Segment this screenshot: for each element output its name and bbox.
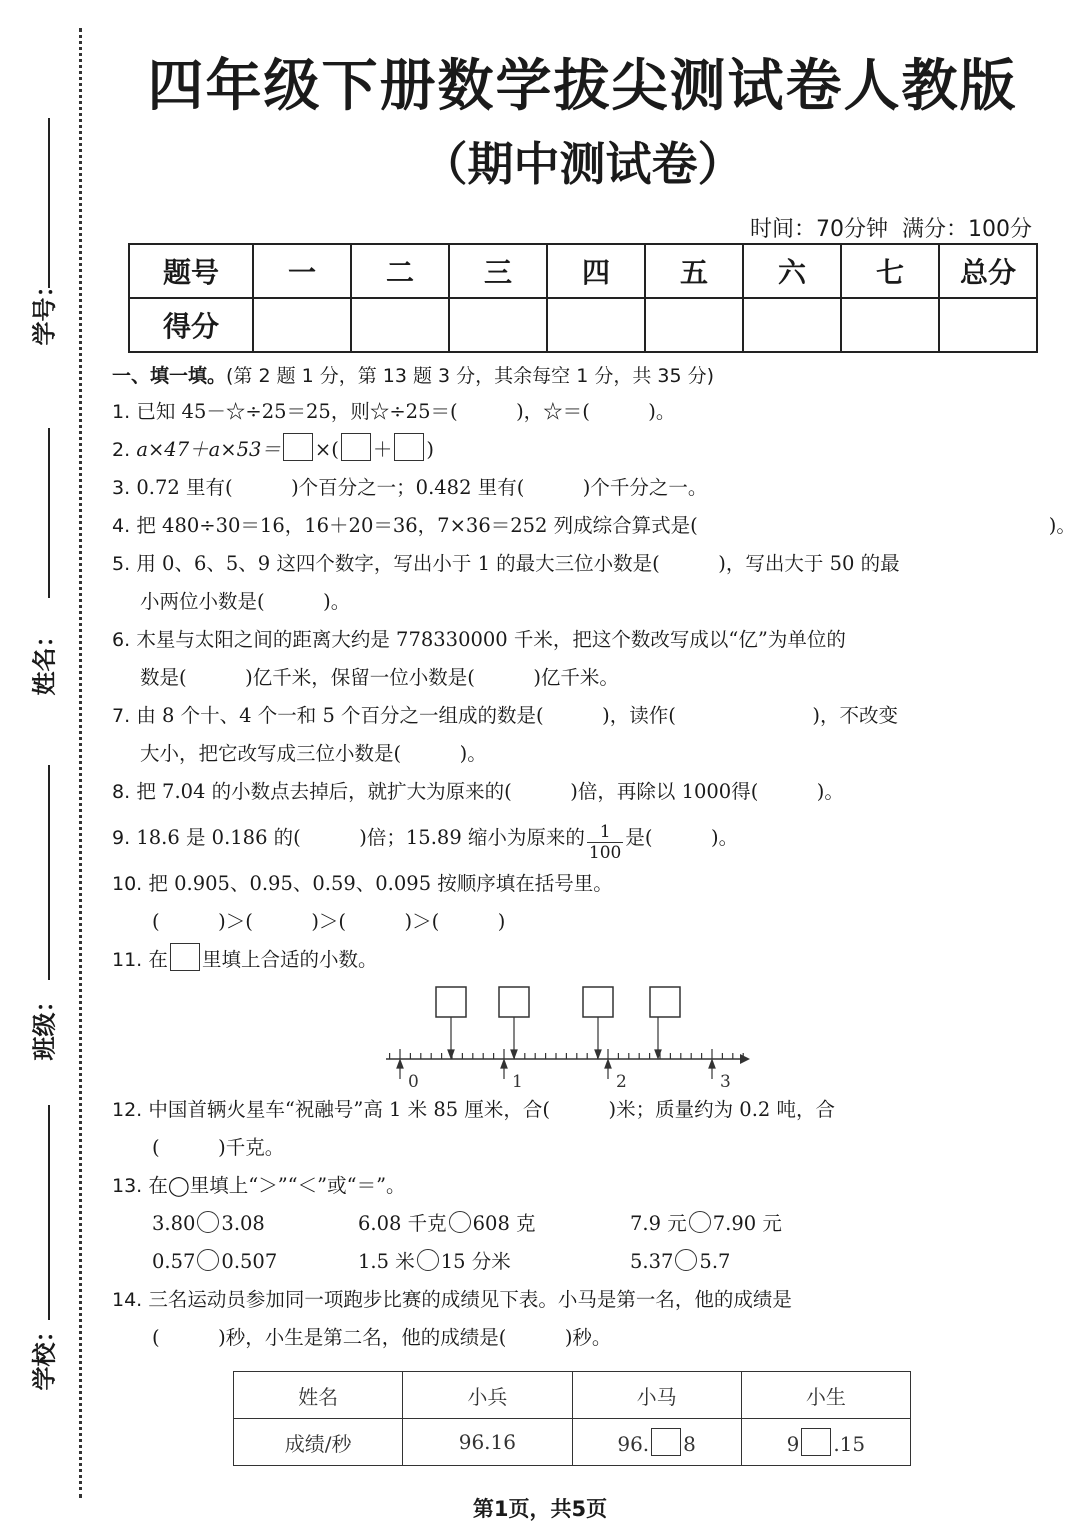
question-text: 用 0、6、5、9 这四个数字，写出小于 1 的最大三位小数是( )，写出大于 50 的最 — [136, 552, 900, 575]
score-row-label: 得分 — [129, 298, 253, 352]
results-value-part: .15 — [833, 1432, 866, 1456]
question-number: 8. — [112, 781, 131, 803]
school-line[interactable] — [48, 1105, 50, 1320]
compare-left: 5.37 — [630, 1250, 674, 1273]
exam-meta — [750, 212, 1032, 243]
question-8 — [112, 773, 1002, 811]
question-number: 11. — [112, 949, 143, 971]
question-text: ) — [426, 438, 434, 461]
question-5-cont: 小两位小数是( )。 — [140, 590, 351, 613]
question-11 — [112, 941, 1002, 979]
tick-label: 2 — [616, 1072, 627, 1091]
compare-right: 0.507 — [221, 1250, 278, 1273]
answer-box[interactable] — [341, 433, 371, 461]
score-input-cell[interactable] — [645, 298, 743, 352]
question-text: 由 8 个十、4 个一和 5 个百分之一组成的数是( )，读作( )，不改变 — [136, 704, 898, 727]
answer-box[interactable] — [651, 1428, 681, 1456]
page-subtitle: （期中测试卷） — [421, 137, 744, 191]
compare-circle[interactable] — [197, 1249, 219, 1271]
results-table — [233, 1371, 911, 1466]
question-14-cont: ( )秒，小生是第二名，他的成绩是( )秒。 — [152, 1326, 612, 1349]
compare-item — [358, 1243, 630, 1281]
compare-item — [630, 1243, 730, 1281]
question-text: 已知 45－☆÷25＝25，则☆÷25＝( )，☆＝( )。 — [136, 400, 676, 423]
tick-label: 0 — [408, 1072, 419, 1091]
score-header-cell: 题号 — [129, 244, 253, 298]
results-header-cell: 小兵 — [403, 1372, 572, 1419]
number-line-answer-box[interactable] — [583, 987, 613, 1017]
question-1 — [112, 393, 1002, 431]
school-label: 学校： — [30, 1318, 59, 1391]
results-header-cell: 小马 — [572, 1372, 741, 1419]
score-input-cell[interactable] — [351, 298, 449, 352]
question-text: a×47＋a×53＝ — [136, 438, 281, 461]
question-text: 把 7.04 的小数点去掉后，就扩大为原来的( )倍，再除以 1000得( )。 — [136, 780, 844, 803]
answer-box[interactable] — [801, 1428, 831, 1456]
pointer-arrow-head — [595, 1050, 601, 1058]
question-number: 5. — [112, 553, 131, 575]
results-row-label: 成绩/秒 — [234, 1419, 403, 1466]
class-line[interactable] — [48, 765, 50, 980]
score-table-header-row — [129, 244, 1037, 298]
answer-box — [170, 943, 200, 971]
compare-circle[interactable] — [417, 1249, 439, 1271]
question-number: 10. — [112, 873, 143, 895]
question-number: 7. — [112, 705, 131, 727]
question-12 — [112, 1091, 1002, 1129]
question-number: 3. — [112, 477, 131, 499]
question-10 — [112, 865, 1002, 903]
question-text: 把 480÷30＝16，16＋20＝36，7×36＝252 列成综合算式是( )。 — [136, 514, 1076, 537]
results-value-part: 8 — [683, 1432, 696, 1456]
score-input-cell[interactable] — [939, 298, 1037, 352]
compare-right: 7.90 元 — [712, 1212, 782, 1235]
compare-circle[interactable] — [675, 1249, 697, 1271]
compare-right: 5.7 — [699, 1250, 731, 1273]
compare-left: 0.57 — [152, 1250, 196, 1273]
compare-right: 608 克 — [472, 1212, 536, 1235]
number-line-answer-box[interactable] — [436, 987, 466, 1017]
question-text: 中国首辆火星车“祝融号”高 1 米 85 厘米，合( )米；质量约为 0.2 吨，合 — [148, 1098, 835, 1121]
score-input-cell[interactable] — [449, 298, 547, 352]
question-text: 三名运动员参加同一项跑步比赛的成绩见下表。小马是第一名，他的成绩是 — [148, 1288, 792, 1311]
pointer-arrow-head — [511, 1050, 517, 1058]
compare-left: 1.5 米 — [358, 1250, 415, 1273]
answer-box[interactable] — [394, 433, 424, 461]
value-arrow-head — [501, 1060, 507, 1068]
results-header-cell: 姓名 — [234, 1372, 403, 1419]
question-6-cont: 数是( )亿千米，保留一位小数是( )亿千米。 — [140, 666, 619, 689]
answer-box[interactable] — [283, 433, 313, 461]
compare-item — [358, 1205, 630, 1243]
tick-label: 3 — [720, 1072, 731, 1091]
question-text: 把 0.905、0.95、0.59、0.095 按顺序填在括号里。 — [148, 872, 613, 895]
compare-circle[interactable] — [689, 1211, 711, 1233]
time-limit: 时间：70分钟 — [750, 217, 888, 242]
score-header-cell: 七 — [841, 244, 939, 298]
question-area — [112, 357, 1076, 1357]
score-input-cell[interactable] — [841, 298, 939, 352]
question-12-cont: ( )千克。 — [152, 1136, 285, 1159]
question-text: 是( )。 — [625, 826, 739, 849]
question-number: 2. — [112, 439, 131, 461]
score-input-cell[interactable] — [547, 298, 645, 352]
question-5 — [112, 545, 1002, 583]
page-title: 四年级下册数学拔尖测试卷人教版 — [147, 54, 1018, 119]
number-line-figure — [112, 979, 1002, 1091]
number-line-arrow — [740, 1054, 750, 1064]
compare-circle[interactable] — [449, 1211, 471, 1233]
section-note: (第 2 题 1 分，第 13 题 3 分，其余每空 1 分，共 35 分) — [226, 365, 715, 387]
compare-item — [630, 1205, 782, 1243]
results-value — [741, 1419, 910, 1466]
question-text: ＋ — [372, 438, 393, 461]
compare-right: 15 分米 — [440, 1250, 511, 1273]
question-number: 13. — [112, 1175, 143, 1197]
tick-label: 1 — [512, 1072, 523, 1091]
pointer-arrow-head — [448, 1050, 454, 1058]
question-text: ×( — [314, 438, 339, 461]
results-value-row — [234, 1419, 911, 1466]
question-6 — [112, 621, 1002, 659]
question-4 — [112, 507, 1076, 545]
number-line-answer-box[interactable] — [499, 987, 529, 1017]
score-table — [128, 243, 1038, 353]
question-7-cont: 大小，把它改写成三位小数是( )。 — [140, 742, 487, 765]
question-text: 木星与太阳之间的距离大约是 778330000 千米，把这个数改写成以“亿”为单位的 — [136, 628, 846, 651]
name-line[interactable] — [48, 428, 50, 598]
score-header-cell: 三 — [449, 244, 547, 298]
compare-left: 7.9 元 — [630, 1212, 687, 1235]
class-label: 班级： — [30, 988, 59, 1061]
fraction-numerator: 1 — [587, 822, 623, 843]
score-header-cell: 四 — [547, 244, 645, 298]
question-2 — [112, 431, 1002, 469]
compare-item — [152, 1205, 358, 1243]
compare-left: 6.08 千克 — [358, 1212, 447, 1235]
score-table-score-row — [129, 298, 1037, 352]
results-value — [572, 1419, 741, 1466]
compare-item — [152, 1243, 358, 1281]
compare-row — [112, 1205, 1002, 1243]
results-header-cell: 小生 — [741, 1372, 910, 1419]
question-number: 14. — [112, 1289, 143, 1311]
student-no-label: 学号： — [30, 273, 59, 346]
results-value-part: 96. — [617, 1432, 650, 1456]
value-arrow-head — [605, 1060, 611, 1068]
compare-right: 3.08 — [221, 1212, 265, 1235]
question-7 — [112, 697, 1002, 735]
question-3 — [112, 469, 1002, 507]
name-label: 姓名： — [30, 623, 59, 696]
question-text: 里填上合适的小数。 — [201, 948, 378, 971]
compare-row — [112, 1243, 1002, 1281]
question-number: 9. — [112, 827, 131, 849]
question-text: 在 — [148, 948, 168, 971]
score-input-cell[interactable] — [743, 298, 841, 352]
score-input-cell[interactable] — [253, 298, 351, 352]
question-9 — [112, 811, 1002, 865]
question-13 — [112, 1167, 1002, 1205]
fraction — [587, 822, 623, 863]
compare-left: 3.80 — [152, 1212, 196, 1235]
question-number: 6. — [112, 629, 131, 651]
results-value: 96.16 — [403, 1419, 572, 1466]
question-number: 12. — [112, 1099, 143, 1121]
compare-circle[interactable] — [197, 1211, 219, 1233]
number-line-answer-box[interactable] — [650, 987, 680, 1017]
question-number: 1. — [112, 401, 131, 423]
results-header-row — [234, 1372, 911, 1419]
question-14 — [112, 1281, 1002, 1319]
results-value-part: 9 — [786, 1432, 800, 1456]
score-header-cell: 总分 — [939, 244, 1037, 298]
question-number: 4. — [112, 515, 131, 537]
number-line — [112, 979, 1002, 1091]
question-text: 0.72 里有( )个百分之一；0.482 里有( )个千分之一。 — [136, 476, 708, 499]
section-title: 一、填一填。 — [112, 365, 227, 387]
question-text: 18.6 是 0.186 的( )倍；15.89 缩小为原来的 — [136, 826, 585, 849]
section-heading — [112, 357, 1002, 393]
score-header-cell: 六 — [743, 244, 841, 298]
score-header-cell: 五 — [645, 244, 743, 298]
value-arrow-head — [397, 1060, 403, 1068]
binding-dashed-line — [79, 28, 82, 1498]
page-footer: 第1页，共5页 — [472, 1497, 608, 1521]
score-header-cell: 一 — [253, 244, 351, 298]
full-score: 满分：100分 — [902, 217, 1032, 242]
value-arrow-head — [709, 1060, 715, 1068]
question-10-cont: ( )＞( )＞( )＞( ) — [152, 910, 506, 933]
student-no-line[interactable] — [48, 118, 50, 288]
question-text: 在◯里填上“＞”“＜”或“＝”。 — [148, 1174, 406, 1197]
score-header-cell: 二 — [351, 244, 449, 298]
fraction-denominator: 100 — [588, 843, 622, 863]
